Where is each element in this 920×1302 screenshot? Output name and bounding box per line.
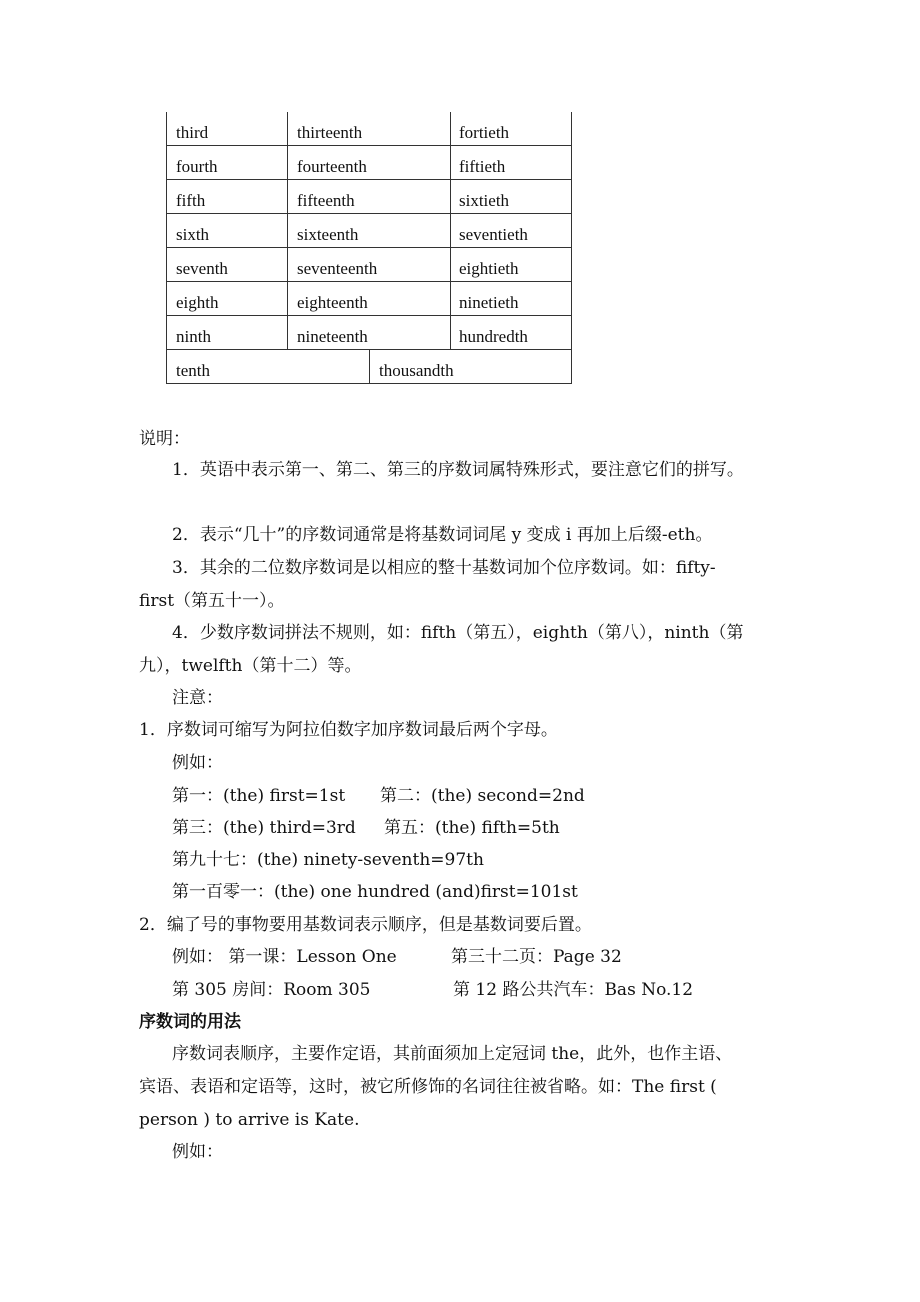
table-cell: thirteenth bbox=[288, 112, 451, 145]
example-ninety-seventh: 第九十七：(the) ninety-seventh=97th bbox=[172, 850, 484, 870]
example-second: 第二：(the) second=2nd bbox=[380, 786, 585, 806]
table-cell: eighth bbox=[167, 282, 288, 315]
note-heading: 注意： bbox=[172, 688, 223, 708]
table-cell: ninth bbox=[167, 316, 288, 349]
table-cell: thousandth bbox=[379, 361, 454, 380]
usage-paragraph-line-2: 宾语、表语和定语等，这时，被它所修饰的名词往往被省略。如：The first ( bbox=[139, 1077, 717, 1097]
table-cell: hundredth bbox=[459, 327, 528, 346]
table-row bbox=[166, 214, 572, 248]
explain-heading: 说明： bbox=[139, 429, 190, 449]
explain-point-1: 1．英语中表示第一、第二、第三的序数词属特殊形式，要注意它们的拼写。 bbox=[172, 460, 744, 480]
explain-point-4: 4．少数序数词拼法不规则，如：fifth（第五），eighth（第八），ninth（第 bbox=[172, 623, 744, 643]
usage-heading: 序数词的用法 bbox=[139, 1012, 241, 1032]
table-cell: fourteenth bbox=[288, 146, 451, 179]
example-lesson: 例如： 第一课：Lesson One bbox=[172, 947, 397, 967]
example-third: 第三：(the) third=3rd bbox=[172, 818, 356, 838]
table-row bbox=[166, 180, 572, 214]
usage-paragraph-line-1: 序数词表顺序，主要作定语，其前面须加上定冠词 the，此外，也作主语、 bbox=[172, 1044, 733, 1064]
table-cell: third bbox=[167, 112, 288, 145]
explain-point-2: 2．表示“几十”的序数词通常是将基数词词尾 y 变成 i 再加上后缀-eth。 bbox=[172, 525, 713, 545]
table-cell: eightieth bbox=[459, 259, 519, 278]
table-row bbox=[166, 316, 572, 350]
table-cell: seventieth bbox=[459, 225, 528, 244]
table-cell: seventh bbox=[167, 248, 288, 281]
example-bus: 第 12 路公共汽车：Bas No.12 bbox=[453, 980, 694, 1000]
example-first: 第一：(the) first=1st bbox=[172, 786, 346, 806]
example-fifth: 第五：(the) fifth=5th bbox=[384, 818, 560, 838]
table-cell: fifteenth bbox=[288, 180, 451, 213]
table-cell: seventeenth bbox=[288, 248, 451, 281]
table-cell: eighteenth bbox=[288, 282, 451, 315]
note-point-1: 1．序数词可缩写为阿拉伯数字加序数词最后两个字母。 bbox=[139, 720, 558, 740]
note-point-2: 2．编了号的事物要用基数词表示顺序，但是基数词要后置。 bbox=[139, 915, 592, 935]
table-cell: tenth bbox=[167, 350, 370, 383]
table-cell: sixtieth bbox=[459, 191, 510, 210]
table-cell: sixth bbox=[167, 214, 288, 247]
explain-point-4-cont: 九），twelfth（第十二）等。 bbox=[139, 656, 362, 676]
table-row bbox=[166, 248, 572, 282]
table-row bbox=[166, 282, 572, 316]
table-cell: fourth bbox=[167, 146, 288, 179]
usage-example-label: 例如： bbox=[172, 1142, 223, 1162]
table-row bbox=[166, 350, 572, 384]
table-cell: fortieth bbox=[459, 123, 510, 142]
explain-point-3: 3．其余的二位数序数词是以相应的整十基数词加个位序数词。如：fifty- bbox=[172, 558, 716, 578]
table-cell: nineteenth bbox=[288, 316, 451, 349]
table-row bbox=[166, 112, 572, 146]
table-cell: ninetieth bbox=[459, 293, 519, 312]
ordinal-number-table bbox=[166, 112, 572, 384]
example-room: 第 305 房间：Room 305 bbox=[172, 980, 371, 1000]
table-row bbox=[166, 146, 572, 180]
explain-point-3-cont: first（第五十一）。 bbox=[139, 591, 285, 611]
example-hundred-first: 第一百零一：(the) one hundred (and)first=101st bbox=[172, 882, 578, 902]
table-cell: fiftieth bbox=[459, 157, 506, 176]
table-cell: fifth bbox=[167, 180, 288, 213]
example-page: 第三十二页：Page 32 bbox=[451, 947, 622, 967]
example-label: 例如： bbox=[172, 753, 223, 773]
table-cell: sixteenth bbox=[288, 214, 451, 247]
usage-paragraph-line-3: person ) to arrive is Kate. bbox=[139, 1110, 360, 1130]
